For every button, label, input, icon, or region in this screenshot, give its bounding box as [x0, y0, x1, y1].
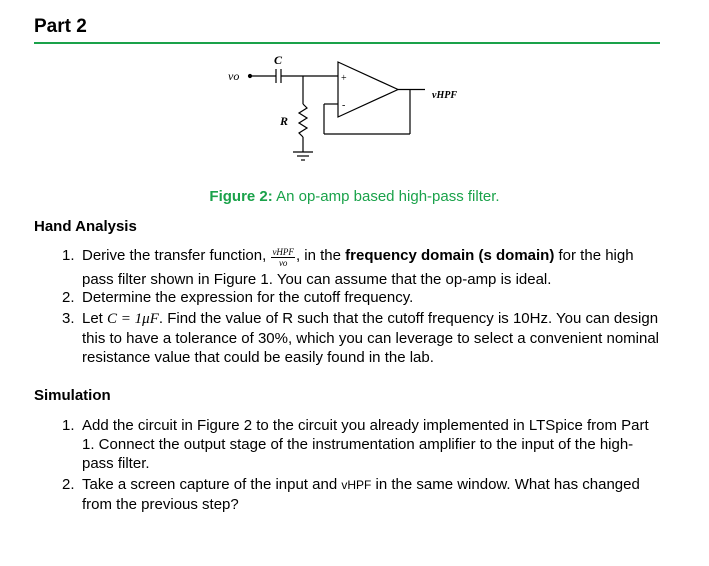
figure-caption-text: An op-amp based high-pass filter.	[272, 188, 500, 205]
hand-analysis-list	[62, 244, 662, 367]
input-label: vo	[228, 69, 240, 83]
item-text: Take a screen capture of the input and	[82, 476, 342, 493]
hand-analysis-heading: Hand Analysis	[34, 218, 137, 235]
figure-caption	[0, 188, 709, 205]
item-text: Add the circuit in Figure 2 to the circuit you already implemented in LTSpice from Part 1. Connect the output stage of the instrumentation amplifier to the input of the high-pass filter.	[82, 417, 649, 472]
title-divider	[34, 42, 660, 44]
item-text: Let	[82, 310, 108, 327]
item-text: Determine the expression for the cutoff frequency.	[82, 289, 414, 306]
item-bold-text: frequency domain (s domain)	[345, 247, 555, 264]
simulation-list	[62, 416, 662, 514]
item-number: 2.	[62, 289, 75, 306]
item-number: 1.	[62, 247, 75, 264]
item-number: 3.	[62, 310, 75, 327]
list-item	[62, 309, 662, 367]
capacitor-label: C	[274, 53, 283, 67]
list-item	[62, 416, 662, 473]
output-label: vHPF	[432, 90, 457, 101]
figure-caption-label: Figure 2:	[209, 188, 273, 205]
plus-sign: +	[341, 73, 347, 84]
item-text: in the same window. What has changed from the previous step?	[82, 476, 640, 513]
list-item	[62, 475, 662, 514]
part-title: Part 2	[34, 16, 87, 37]
item-number: 1.	[62, 417, 75, 434]
list-item	[62, 244, 662, 292]
capacitance-value: C = 1μF	[107, 311, 159, 327]
fraction-denominator: vo	[278, 258, 288, 268]
list-item	[62, 288, 662, 307]
item-text: Derive the transfer function,	[82, 247, 271, 264]
signal-name: vHPF	[341, 478, 372, 492]
minus-sign: -	[342, 100, 346, 111]
transfer-function-fraction	[271, 247, 295, 268]
fraction-numerator: vHPF	[272, 247, 294, 257]
item-number: 2.	[62, 476, 75, 493]
simulation-heading: Simulation	[34, 387, 111, 404]
item-text: for the high pass filter shown in Figure 1. You can assume that the op-amp is ideal.	[82, 247, 634, 288]
item-text: , in the	[295, 247, 346, 264]
high-pass-filter-circuit	[220, 52, 500, 172]
item-text: . Find the value of R such that the cutoff frequency is 10Hz. You can design this to have a tolerance of 30%, which you can leverage to select a convenient nominal resistance value that could be easily found in the lab.	[82, 310, 660, 366]
resistor-label: R	[280, 114, 289, 128]
